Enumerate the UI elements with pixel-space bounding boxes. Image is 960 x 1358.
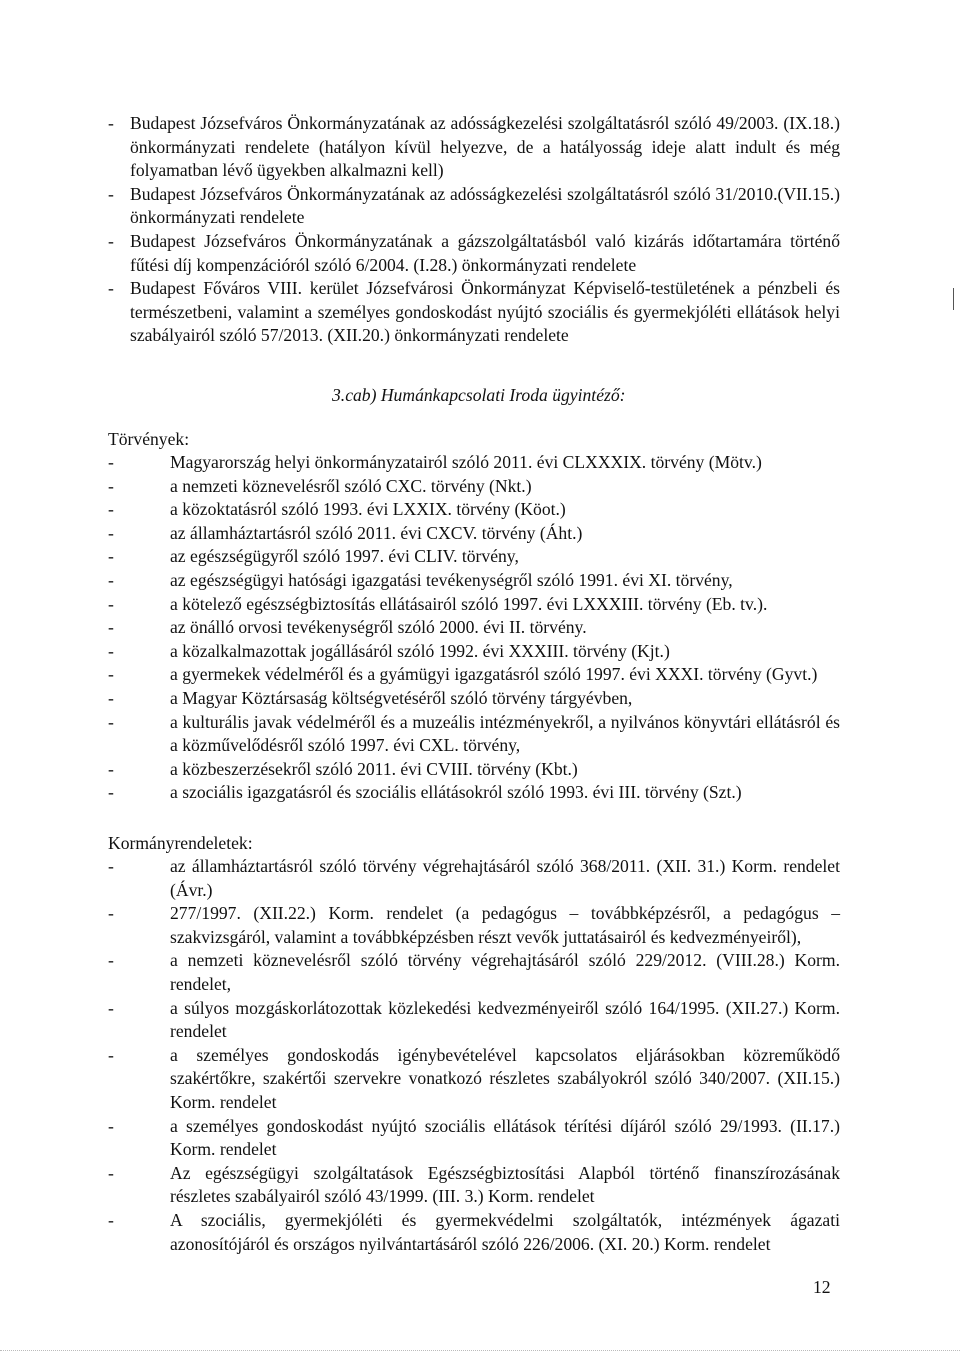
bullet-dash: - bbox=[108, 758, 114, 779]
list-item-text: az államháztartásról szóló 2011. évi CXCV. törvény (Áht.) bbox=[170, 522, 583, 543]
list-item-text: a Magyar Köztársaság költségvetéséről szóló törvény tárgyévben, bbox=[170, 687, 633, 708]
decrees-label: Kormányrendeletek: bbox=[108, 833, 253, 853]
list-item bbox=[108, 569, 840, 593]
list-item-text: a nemzeti köznevelésről szóló CXC. törvény (Nkt.) bbox=[170, 475, 532, 496]
list-item bbox=[108, 230, 840, 277]
bullet-dash: - bbox=[108, 1115, 114, 1136]
bullet-dash: - bbox=[108, 903, 114, 924]
list-item bbox=[108, 616, 840, 640]
list-item-text: a kulturális javak védelméről és a muzeális intézményekről, a nyilvános könyvtári ellátásról és a közművelődésről szóló 1997. évi CXL. törvény, bbox=[170, 711, 840, 756]
bullet-dash: - bbox=[108, 183, 114, 204]
list-item-text: a nemzeti köznevelésről szóló törvény végrehajtásáról szóló 229/2012. (VIII.28.) Korm. rendelet, bbox=[170, 950, 840, 994]
list-item bbox=[108, 640, 840, 664]
bullet-dash: - bbox=[108, 1209, 114, 1230]
list-item-text: Budapest Józsefváros Önkormányzatának a gázszolgáltatásból való kizárás időtartamára történő fűtési díj kompenzációról szóló 6/2004. (I.28.) önkormányzati rendelete bbox=[130, 230, 840, 275]
list-item bbox=[108, 781, 840, 805]
list-item-text: Budapest Főváros VIII. kerület Józsefvárosi Önkormányzat Képviselő-testületének a pénzbeli és természetbeni, valamint a személyes gondoskodást nyújtó szociális és gyermekjóléti ellátások helyi szabályairól szóló 57/2013. (XII.20.) önkormányzati rendelete bbox=[130, 278, 840, 346]
bullet-dash: - bbox=[108, 499, 114, 520]
list-item bbox=[108, 997, 840, 1044]
bullet-dash: - bbox=[108, 1044, 114, 1065]
list-item bbox=[108, 183, 840, 230]
list-item-text: a közoktatásról szóló 1993. évi LXXIX. törvény (Köot.) bbox=[170, 499, 566, 520]
list-item bbox=[108, 593, 840, 617]
list-item bbox=[108, 1115, 840, 1162]
list-item-text: az egészségügyi hatósági igazgatási tevékenységről szóló 1991. évi XI. törvény, bbox=[170, 569, 733, 590]
bullet-dash: - bbox=[108, 546, 114, 567]
bullet-dash: - bbox=[108, 640, 114, 661]
list-item bbox=[108, 949, 840, 996]
bullet-dash: - bbox=[108, 278, 114, 299]
bullet-dash: - bbox=[108, 452, 114, 472]
bullet-dash: - bbox=[108, 997, 114, 1018]
list-item bbox=[108, 277, 840, 348]
list-item bbox=[108, 522, 840, 546]
bullet-dash: - bbox=[108, 522, 114, 543]
list-item-text: A szociális, gyermekjóléti és gyermekvédelmi szolgáltatók, intézmények ágazati azonosítójáról és országos nyilvántartásáról szóló 226/2006. (XI. 20.) Korm. rendelet bbox=[170, 1209, 840, 1254]
decrees-list bbox=[108, 855, 840, 1256]
list-item-text: Az egészségügyi szolgáltatások Egészségbiztosítási Alapból történő finanszírozásának részletes szabályairól szóló 43/1999. (III. 3.) Korm. rendelet bbox=[170, 1162, 840, 1207]
list-item bbox=[108, 711, 840, 758]
list-item-text: a közalkalmazottak jogállásáról szóló 1992. évi XXXIII. törvény (Kjt.) bbox=[170, 640, 670, 661]
list-item bbox=[108, 1162, 840, 1209]
list-item-text: az önálló orvosi tevékenységről szóló 2000. évi II. törvény. bbox=[170, 617, 587, 638]
section-heading: 3.cab) Humánkapcsolati Iroda ügyintéző: bbox=[332, 385, 626, 405]
bullet-dash: - bbox=[108, 569, 114, 590]
list-item-text: a személyes gondoskodás igénybevételével kapcsolatos eljárásokban közreműködő szakértőkre, szakértői szervekre vonatkozó részletes szabályokról szóló 340/2007. (XII.15.) Korm. rendelet bbox=[170, 1044, 840, 1112]
bullet-dash: - bbox=[108, 1162, 114, 1183]
list-item-text: a közbeszerzésekről szóló 2011. évi CVIII. törvény (Kbt.) bbox=[170, 758, 578, 779]
list-item-text: 277/1997. (XII.22.) Korm. rendelet (a pedagógus – továbbképzésről, a pedagógus – szakvizsgáról, valamint a továbbképzésben részt vevők juttatásairól és kedvezményeiről), bbox=[170, 903, 840, 947]
list-item bbox=[108, 758, 840, 782]
list-item-text: a gyermekek védelméről és a gyámügyi igazgatásról szóló 1997. évi XXXI. törvény (Gyvt.) bbox=[170, 664, 818, 685]
list-item-text: a kötelező egészségbiztosítás ellátásairól szóló 1997. évi LXXXIII. törvény (Eb. tv.). bbox=[170, 593, 768, 614]
list-item bbox=[108, 1044, 840, 1115]
bullet-dash: - bbox=[108, 664, 114, 685]
list-item-text: Budapest Józsefváros Önkormányzatának az adósságkezelési szolgáltatásról szóló 49/2003. (IX.18.) önkormányzati rendelete (hatályon kívül helyezve, de a hatályosság ideje alatt indult és még folyamatban lévő ügyekben alkalmazni kell) bbox=[130, 113, 840, 181]
list-item bbox=[108, 545, 840, 569]
list-item bbox=[108, 1209, 840, 1256]
bullet-dash: - bbox=[108, 593, 114, 614]
bullet-dash: - bbox=[108, 617, 114, 638]
bullet-dash: - bbox=[108, 230, 114, 251]
bullet-dash: - bbox=[108, 711, 114, 732]
list-item-text: Magyarország helyi önkormányzatairól szóló 2011. évi CLXXXIX. törvény (Mötv.) bbox=[170, 452, 762, 472]
ordinance-list bbox=[108, 112, 840, 348]
bullet-dash: - bbox=[108, 950, 114, 971]
scan-edge-mark bbox=[953, 288, 954, 310]
scan-bottom-edge bbox=[0, 1350, 960, 1352]
bullet-dash: - bbox=[108, 687, 114, 708]
list-item-text: Budapest Józsefváros Önkormányzatának az adósságkezelési szolgáltatásról szóló 31/2010.(VII.15.) önkormányzati rendelete bbox=[130, 183, 840, 228]
bullet-dash: - bbox=[108, 782, 114, 803]
list-item bbox=[108, 451, 840, 475]
list-item-text: az államháztartásról szóló törvény végrehajtásáról szóló 368/2011. (XII. 31.) Korm. rendelet (Ávr.) bbox=[170, 856, 840, 900]
list-item-text: a szociális igazgatásról és szociális ellátásokról szóló 1993. évi III. törvény (Szt.) bbox=[170, 782, 742, 803]
bullet-dash: - bbox=[108, 475, 114, 496]
list-item bbox=[108, 498, 840, 522]
list-item-text: a személyes gondoskodást nyújtó szociális ellátások térítési díjáról szóló 29/1993. (II.17.) Korm. rendelet bbox=[170, 1115, 840, 1160]
page-number: 12 bbox=[813, 1277, 831, 1297]
list-item-text: az egészségügyről szóló 1997. évi CLIV. törvény, bbox=[170, 546, 519, 567]
laws-list bbox=[108, 451, 840, 805]
list-item bbox=[108, 475, 840, 499]
list-item bbox=[108, 112, 840, 183]
bullet-dash: - bbox=[108, 113, 114, 133]
list-item bbox=[108, 663, 840, 687]
laws-label: Törvények: bbox=[108, 429, 190, 449]
bullet-dash: - bbox=[108, 856, 114, 876]
list-item bbox=[108, 855, 840, 902]
list-item bbox=[108, 902, 840, 949]
list-item bbox=[108, 687, 840, 711]
list-item-text: a súlyos mozgáskorlátozottak közlekedési kedvezményeiről szóló 164/1995. (XII.27.) Korm. rendelet bbox=[170, 997, 840, 1042]
